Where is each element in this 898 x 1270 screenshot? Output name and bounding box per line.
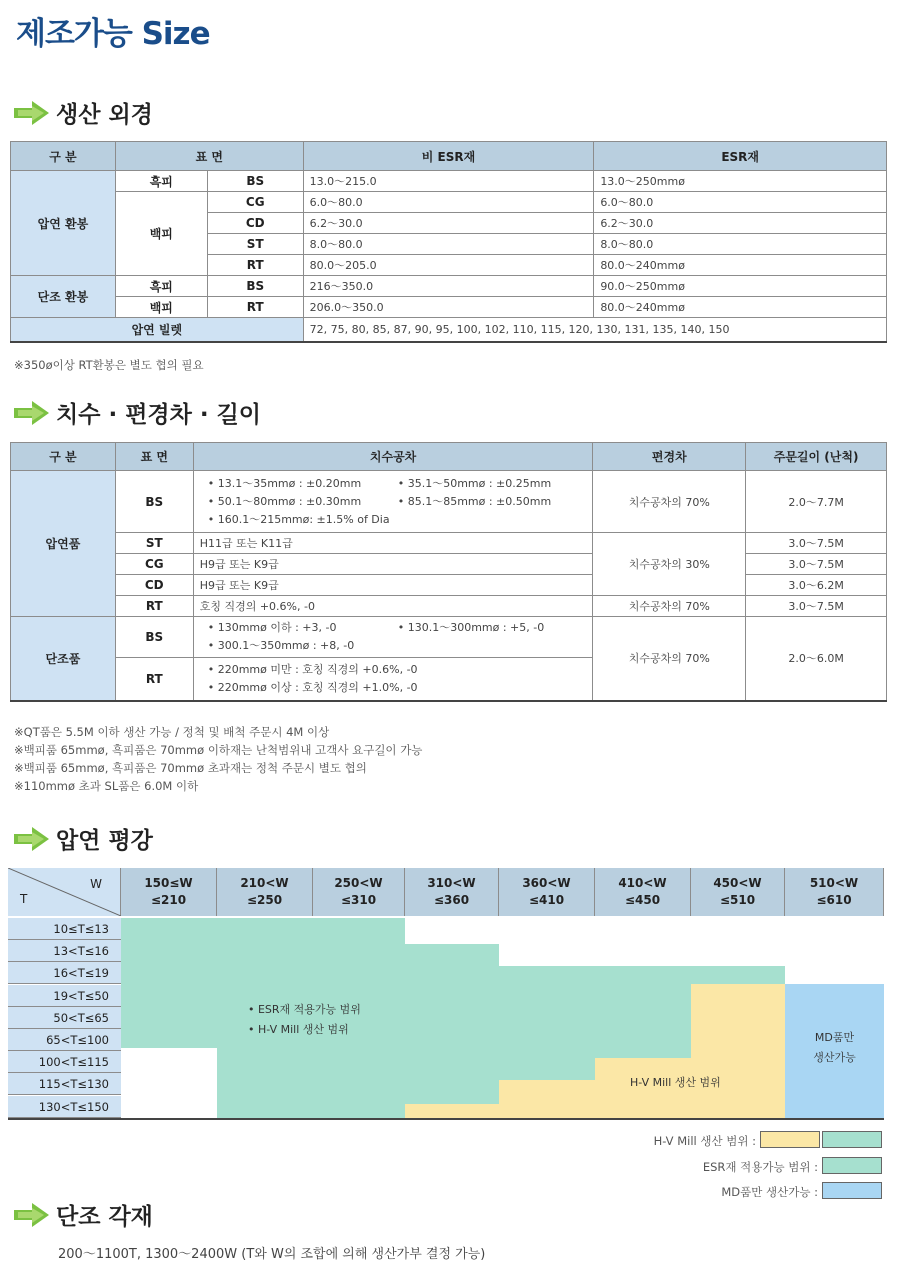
code-cell: CD — [115, 575, 193, 596]
section-title: 치수 · 편경차 · 길이 — [56, 402, 262, 428]
arrow-icon — [14, 400, 50, 426]
legend-label: MD품만 생산가능 : — [721, 1185, 818, 1199]
outer-diameter-table — [10, 141, 887, 343]
code-cell: RT — [207, 297, 303, 318]
code-cell: RT — [115, 596, 193, 617]
section-title: 압연 평강 — [56, 828, 153, 854]
arrow-icon — [14, 100, 50, 126]
column-header — [499, 868, 595, 916]
tolerance-item: • 220mmø 이상 : 호칭 직경의 +1.0%, -0 — [207, 680, 418, 694]
section-title: 단조 각재 — [56, 1204, 153, 1230]
flat-bar-grid — [8, 868, 884, 1120]
group-forged: 단조품 — [11, 617, 116, 701]
deviation-value: 치수공차의 70% — [593, 617, 746, 701]
column-header — [405, 868, 499, 916]
row-header: 13<T≤16 — [8, 940, 121, 962]
forged-square-spec: 200～1100T, 1300～2400W (T와 W의 조합에 의해 생산가부 결정 가능) — [58, 1247, 486, 1262]
tolerance-item: • 13.1～35mmø : ±0.20mm — [207, 476, 362, 490]
grid-bottom-rule — [8, 1118, 884, 1120]
legend-swatch-md — [822, 1182, 882, 1199]
header-deviation: 편경차 — [593, 443, 746, 471]
hv-region — [405, 1104, 499, 1118]
esr-label-line: • H-V Mill 생산 범위 — [248, 1023, 349, 1036]
tolerance-item: • 220mmø 미만 : 호칭 직경의 +0.6%, -0 — [207, 662, 418, 676]
column-header-line: ≤310 — [340, 893, 377, 907]
row-header: 19<T≤50 — [8, 985, 121, 1007]
md-region-label — [785, 1028, 884, 1068]
corner-w-label: W — [90, 877, 102, 891]
deviation-value: 치수공차의 70% — [593, 471, 746, 533]
group-forged-round: 단조 환봉 — [11, 276, 116, 318]
forged-bs-tolerance-list — [193, 617, 593, 658]
md-label-line: 생산가능 — [813, 1051, 856, 1064]
column-header — [691, 868, 785, 916]
surface-black: 흑피 — [115, 276, 207, 297]
corner-t-label: T — [20, 892, 28, 906]
non-esr-value: 216～350.0 — [303, 276, 594, 297]
tolerance-item: • 50.1～80mmø : ±0.30mm — [207, 494, 362, 508]
table2-notes — [14, 723, 422, 795]
arrow-icon — [14, 1202, 50, 1228]
non-esr-value: 6.2～30.0 — [303, 213, 594, 234]
header-esr: ESR재 — [594, 142, 887, 171]
esr-value: 6.2～30.0 — [594, 213, 887, 234]
esr-region-label — [248, 1000, 361, 1040]
row-header: 16<T≤19 — [8, 962, 121, 984]
column-header — [313, 868, 405, 916]
row-header: 115<T≤130 — [8, 1073, 121, 1095]
row-header: 50<T≤65 — [8, 1007, 121, 1029]
length-value: 2.0～6.0M — [746, 617, 887, 701]
code-cell: ST — [115, 533, 193, 554]
code-cell: CG — [207, 192, 303, 213]
billet-sizes: 72, 75, 80, 85, 87, 90, 95, 100, 102, 110, 115, 120, 130, 131, 135, 140, 150 — [303, 318, 886, 342]
non-esr-value: 206.0～350.0 — [303, 297, 594, 318]
length-value: 3.0～7.5M — [746, 533, 887, 554]
column-header-line: ≤360 — [433, 893, 470, 907]
row-header: 10≤T≤13 — [8, 918, 121, 940]
section-title: 생산 외경 — [56, 102, 153, 128]
group-rolled: 압연품 — [11, 471, 116, 617]
legend-label: H-V Mill 생산 범위 : — [653, 1134, 756, 1148]
header-category: 구 분 — [11, 142, 116, 171]
non-esr-value: 8.0～80.0 — [303, 234, 594, 255]
esr-region — [499, 966, 595, 1080]
column-header-line: ≤450 — [624, 893, 661, 907]
column-header-line: 310<W — [427, 876, 476, 890]
arrow-icon — [14, 826, 50, 852]
tolerance-item: • 85.1～85mmø : ±0.50mm — [397, 494, 552, 508]
rolled-billet-label: 압연 빌렛 — [11, 318, 304, 342]
code-cell: CG — [115, 554, 193, 575]
row-header: 65<T≤100 — [8, 1029, 121, 1051]
length-value: 2.0～7.7M — [746, 471, 887, 533]
header-surface: 표 면 — [115, 443, 193, 471]
esr-value: 80.0～240mmø — [594, 255, 887, 276]
surface-white: 백피 — [115, 192, 207, 276]
note-line: ※110mmø 초과 SL품은 6.0M 이하 — [14, 779, 199, 793]
column-header-line: 510<W — [809, 876, 859, 890]
column-header — [595, 868, 691, 916]
code-cell: BS — [207, 276, 303, 297]
column-header-line: ≤210 — [150, 893, 187, 907]
note-line: ※QT품은 5.5M 이하 생산 가능 / 정척 및 배척 주문시 4M 이상 — [14, 725, 330, 739]
non-esr-value: 13.0～215.0 — [303, 171, 594, 192]
esr-region — [121, 918, 217, 1048]
table1-note: ※350ø이상 RT환봉은 별도 협의 필요 — [14, 358, 204, 372]
column-header-line: 360<W — [522, 876, 571, 890]
esr-value: 8.0～80.0 — [594, 234, 887, 255]
non-esr-value: 6.0～80.0 — [303, 192, 594, 213]
column-header — [121, 868, 217, 916]
length-value: 3.0～7.5M — [746, 596, 887, 617]
code-cell: ST — [207, 234, 303, 255]
md-label-line: MD품만 — [814, 1031, 855, 1044]
row-header: 130<T≤150 — [8, 1096, 121, 1118]
note-line: ※백피품 65mmø, 흑피품은 70mmø 초과재는 정척 주문시 별도 협의 — [14, 761, 367, 775]
group-rolled-round: 압연 환봉 — [11, 171, 116, 276]
esr-value: 6.0～80.0 — [594, 192, 887, 213]
tolerance-item: • 35.1～50mmø : ±0.25mm — [397, 476, 552, 490]
code-cell: RT — [207, 255, 303, 276]
column-header — [217, 868, 313, 916]
esr-region — [691, 966, 785, 984]
header-surface: 표 면 — [115, 142, 303, 171]
hv-region — [691, 984, 785, 1118]
bs-tolerance-list — [193, 471, 593, 533]
esr-region — [405, 944, 499, 1104]
column-header-line: ≤250 — [246, 893, 283, 907]
row-header: 100<T≤115 — [8, 1051, 121, 1073]
esr-region — [595, 966, 691, 1058]
legend-swatch-esr — [822, 1157, 882, 1174]
code-cell: BS — [115, 471, 193, 533]
surface-black: 흑피 — [115, 171, 207, 192]
legend-swatch-hv — [760, 1131, 820, 1148]
code-cell: CD — [207, 213, 303, 234]
column-header-line: 210<W — [240, 876, 289, 890]
deviation-value: 치수공차의 70% — [593, 596, 746, 617]
note-line: ※백피품 65mmø, 흑피품은 70mmø 이하재는 난척범위내 고객사 요구길이 가능 — [14, 743, 423, 757]
hv-region-label: H-V Mill 생산 범위 — [630, 1076, 721, 1089]
tolerance-value: H11급 또는 K11급 — [193, 533, 593, 554]
forged-rt-tolerance-list — [193, 658, 593, 701]
tolerance-value: H9급 또는 K9급 — [193, 554, 593, 575]
header-non-esr: 비 ESR재 — [303, 142, 594, 171]
surface-white: 백피 — [115, 297, 207, 318]
esr-value: 13.0～250mmø — [594, 171, 887, 192]
column-header-line: ≤510 — [719, 893, 756, 907]
column-header-line: 150≤W — [144, 876, 193, 890]
column-header-line: ≤610 — [816, 893, 852, 907]
length-value: 3.0～7.5M — [746, 554, 887, 575]
legend-label: ESR재 적용가능 범위 : — [702, 1160, 818, 1174]
column-header-line: 410<W — [618, 876, 667, 890]
tolerance-value: 호칭 직경의 +0.6%, -0 — [193, 596, 593, 617]
tolerance-item: • 130mmø 이하 : +3, -0 — [207, 621, 337, 634]
column-header-line: 450<W — [713, 876, 762, 890]
tolerance-table — [10, 442, 887, 702]
deviation-value: 치수공차의 30% — [593, 533, 746, 596]
column-header — [785, 868, 884, 916]
code-cell: BS — [115, 617, 193, 658]
code-cell: BS — [207, 171, 303, 192]
hv-region — [499, 1080, 595, 1118]
legend-swatch-hv-esr — [822, 1131, 882, 1148]
code-cell: RT — [115, 658, 193, 701]
header-order-length: 주문길이 (난척) — [746, 443, 887, 471]
non-esr-value: 80.0～205.0 — [303, 255, 594, 276]
header-category: 구 분 — [11, 443, 116, 471]
tolerance-item: • 300.1～350mmø : +8, -0 — [207, 639, 355, 652]
esr-value: 80.0～240mmø — [594, 297, 887, 318]
page-title: 제조가능 Size — [16, 16, 210, 52]
column-header-line: ≤410 — [528, 893, 565, 907]
header-tolerance: 치수공차 — [193, 443, 593, 471]
length-value: 3.0～6.2M — [746, 575, 887, 596]
tolerance-value: H9급 또는 K9급 — [193, 575, 593, 596]
esr-label-line: • ESR재 적용가능 범위 — [248, 1003, 361, 1016]
esr-value: 90.0～250mmø — [594, 276, 887, 297]
tolerance-item: • 130.1～300mmø : +5, -0 — [397, 621, 545, 634]
tolerance-item: • 160.1～215mmø: ±1.5% of Dia — [207, 512, 390, 526]
column-header-line: 250<W — [334, 876, 383, 890]
corner-cell — [8, 868, 121, 916]
